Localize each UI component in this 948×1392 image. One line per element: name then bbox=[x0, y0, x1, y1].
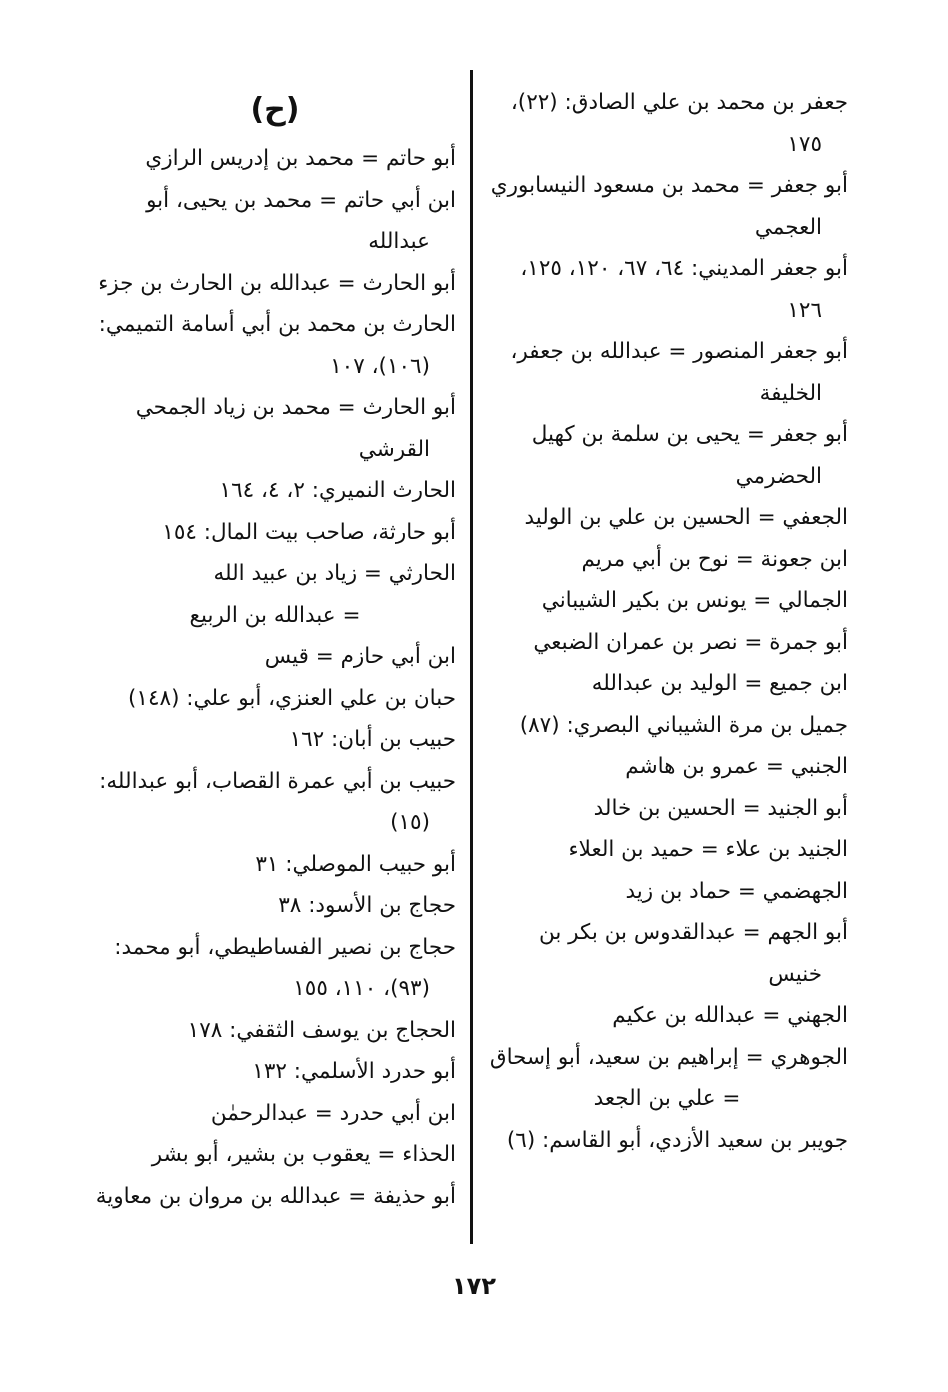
left-column bbox=[94, 82, 456, 1217]
index-entry: الحارث بن محمد بن أبي أسامة التميمي: (١٠٦)، ١٠٧ bbox=[98, 312, 456, 379]
index-entry: الجنيد بن علاء = حميد بن العلاء bbox=[568, 837, 848, 862]
index-entry: الحذاء = يعقوب بن بشير، أبو بشر bbox=[151, 1142, 456, 1167]
index-entry: حجاج بن نصير الفساطيطي، أبو محمد: (٩٣)، ١١٠، ١٥٥ bbox=[114, 934, 456, 1001]
index-entry-continuation: = علي بن الجعد bbox=[593, 1086, 741, 1111]
index-entry: أبو جعفر المنصور = عبدالله بن جعفر، الخليفة bbox=[510, 339, 848, 406]
index-entry: الجنبي = عمرو بن هاشم bbox=[625, 754, 848, 779]
index-entry: أبو جمرة = نصر بن عمران الضبعي bbox=[533, 629, 848, 655]
index-entry: الحارثي = زياد بن عبيد الله bbox=[213, 561, 456, 586]
index-entry: أبو حارثة، صاحب بيت المال: ١٥٤ bbox=[162, 519, 456, 545]
index-entry: حبان بن علي العنزي، أبو علي: (١٤٨) bbox=[128, 685, 456, 711]
right-column bbox=[486, 82, 848, 1161]
index-entry: ابن أبي حدرد = عبدالرحمٰن bbox=[210, 1100, 456, 1126]
index-entry: أبو الجهم = عبدالقدوس بن بكر بن خنيس bbox=[538, 920, 848, 987]
index-entry: ابن أبي حاتم = محمد بن يحيى، أبو عبدالله bbox=[146, 187, 456, 254]
section-heading: (ح) bbox=[250, 92, 300, 127]
index-entry: الجوهري = إبراهيم بن سعيد، أبو إسحاق bbox=[489, 1044, 848, 1070]
index-entry: ابن جميع = الوليد بن عبدالله bbox=[591, 671, 848, 696]
index-entry: الجمالي = يونس بن بكير الشيباني bbox=[541, 588, 848, 613]
index-entry: الجهضمي = حماد بن زيد bbox=[625, 878, 848, 904]
page-number: ١٧٢ bbox=[452, 1272, 496, 1300]
index-entry: ابن أبي حازم = قيس bbox=[264, 644, 456, 669]
index-entry: أبو حذيفة = عبدالله بن مروان بن معاوية bbox=[95, 1183, 456, 1209]
index-entry: الجعفي = الحسين بن علي بن الوليد bbox=[524, 505, 848, 530]
index-entry: أبو الحارث = عبدالله بن الحارث بن جزء bbox=[98, 270, 456, 296]
index-entry: حبيب بن أبي عمرة القصاب، أبو عبدالله: (١٥) bbox=[99, 768, 456, 835]
index-entry: أبو جعفر = محمد بن مسعود النيسابوري العجمي bbox=[490, 173, 848, 240]
index-entry: ابن جعونة = نوح بن أبي مريم bbox=[581, 546, 848, 572]
index-entry: أبو حدرد الأسلمي: ١٣٢ bbox=[252, 1059, 456, 1084]
index-entry: أبو حاتم = محمد بن إدريس الرازي bbox=[145, 146, 456, 171]
index-entry: أبو الحارث = محمد بن زياد الجمحي القرشي bbox=[135, 395, 456, 462]
index-entry: جميل بن مرة الشيباني البصري: (٨٧) bbox=[519, 712, 848, 738]
index-entry: أبو جعفر = يحيى بن سلمة بن كهيل الحضرمي bbox=[531, 422, 848, 489]
index-entry: الحجاج بن يوسف الثقفي: ١٧٨ bbox=[187, 1017, 456, 1043]
index-entry: أبو حبيب الموصلي: ٣١ bbox=[255, 851, 456, 877]
index-entry: أبو جعفر المديني: ٦٤، ٦٧، ١٢٠، ١٢٥، ١٢٦ bbox=[520, 256, 848, 323]
index-entry-continuation: = عبدالله بن الربيع bbox=[189, 602, 361, 628]
index-entry: الجهني = عبدالله بن عكيم bbox=[612, 1003, 848, 1028]
index-entry: الحارث النميري: ٢، ٤، ١٦٤ bbox=[219, 478, 456, 503]
index-entry: جويبر بن سعيد الأزدي، أبو القاسم: (٦) bbox=[506, 1127, 848, 1153]
index-entry: جعفر بن محمد بن علي الصادق: (٢٢)، ١٧٥ bbox=[510, 90, 848, 157]
index-entry: حجاج بن الأسود: ٣٨ bbox=[278, 893, 456, 918]
index-entry: أبو الجنيد = الحسين بن خالد bbox=[593, 795, 848, 821]
index-entry: حبيب بن أبان: ١٦٢ bbox=[289, 727, 456, 752]
column-divider bbox=[470, 70, 473, 1244]
